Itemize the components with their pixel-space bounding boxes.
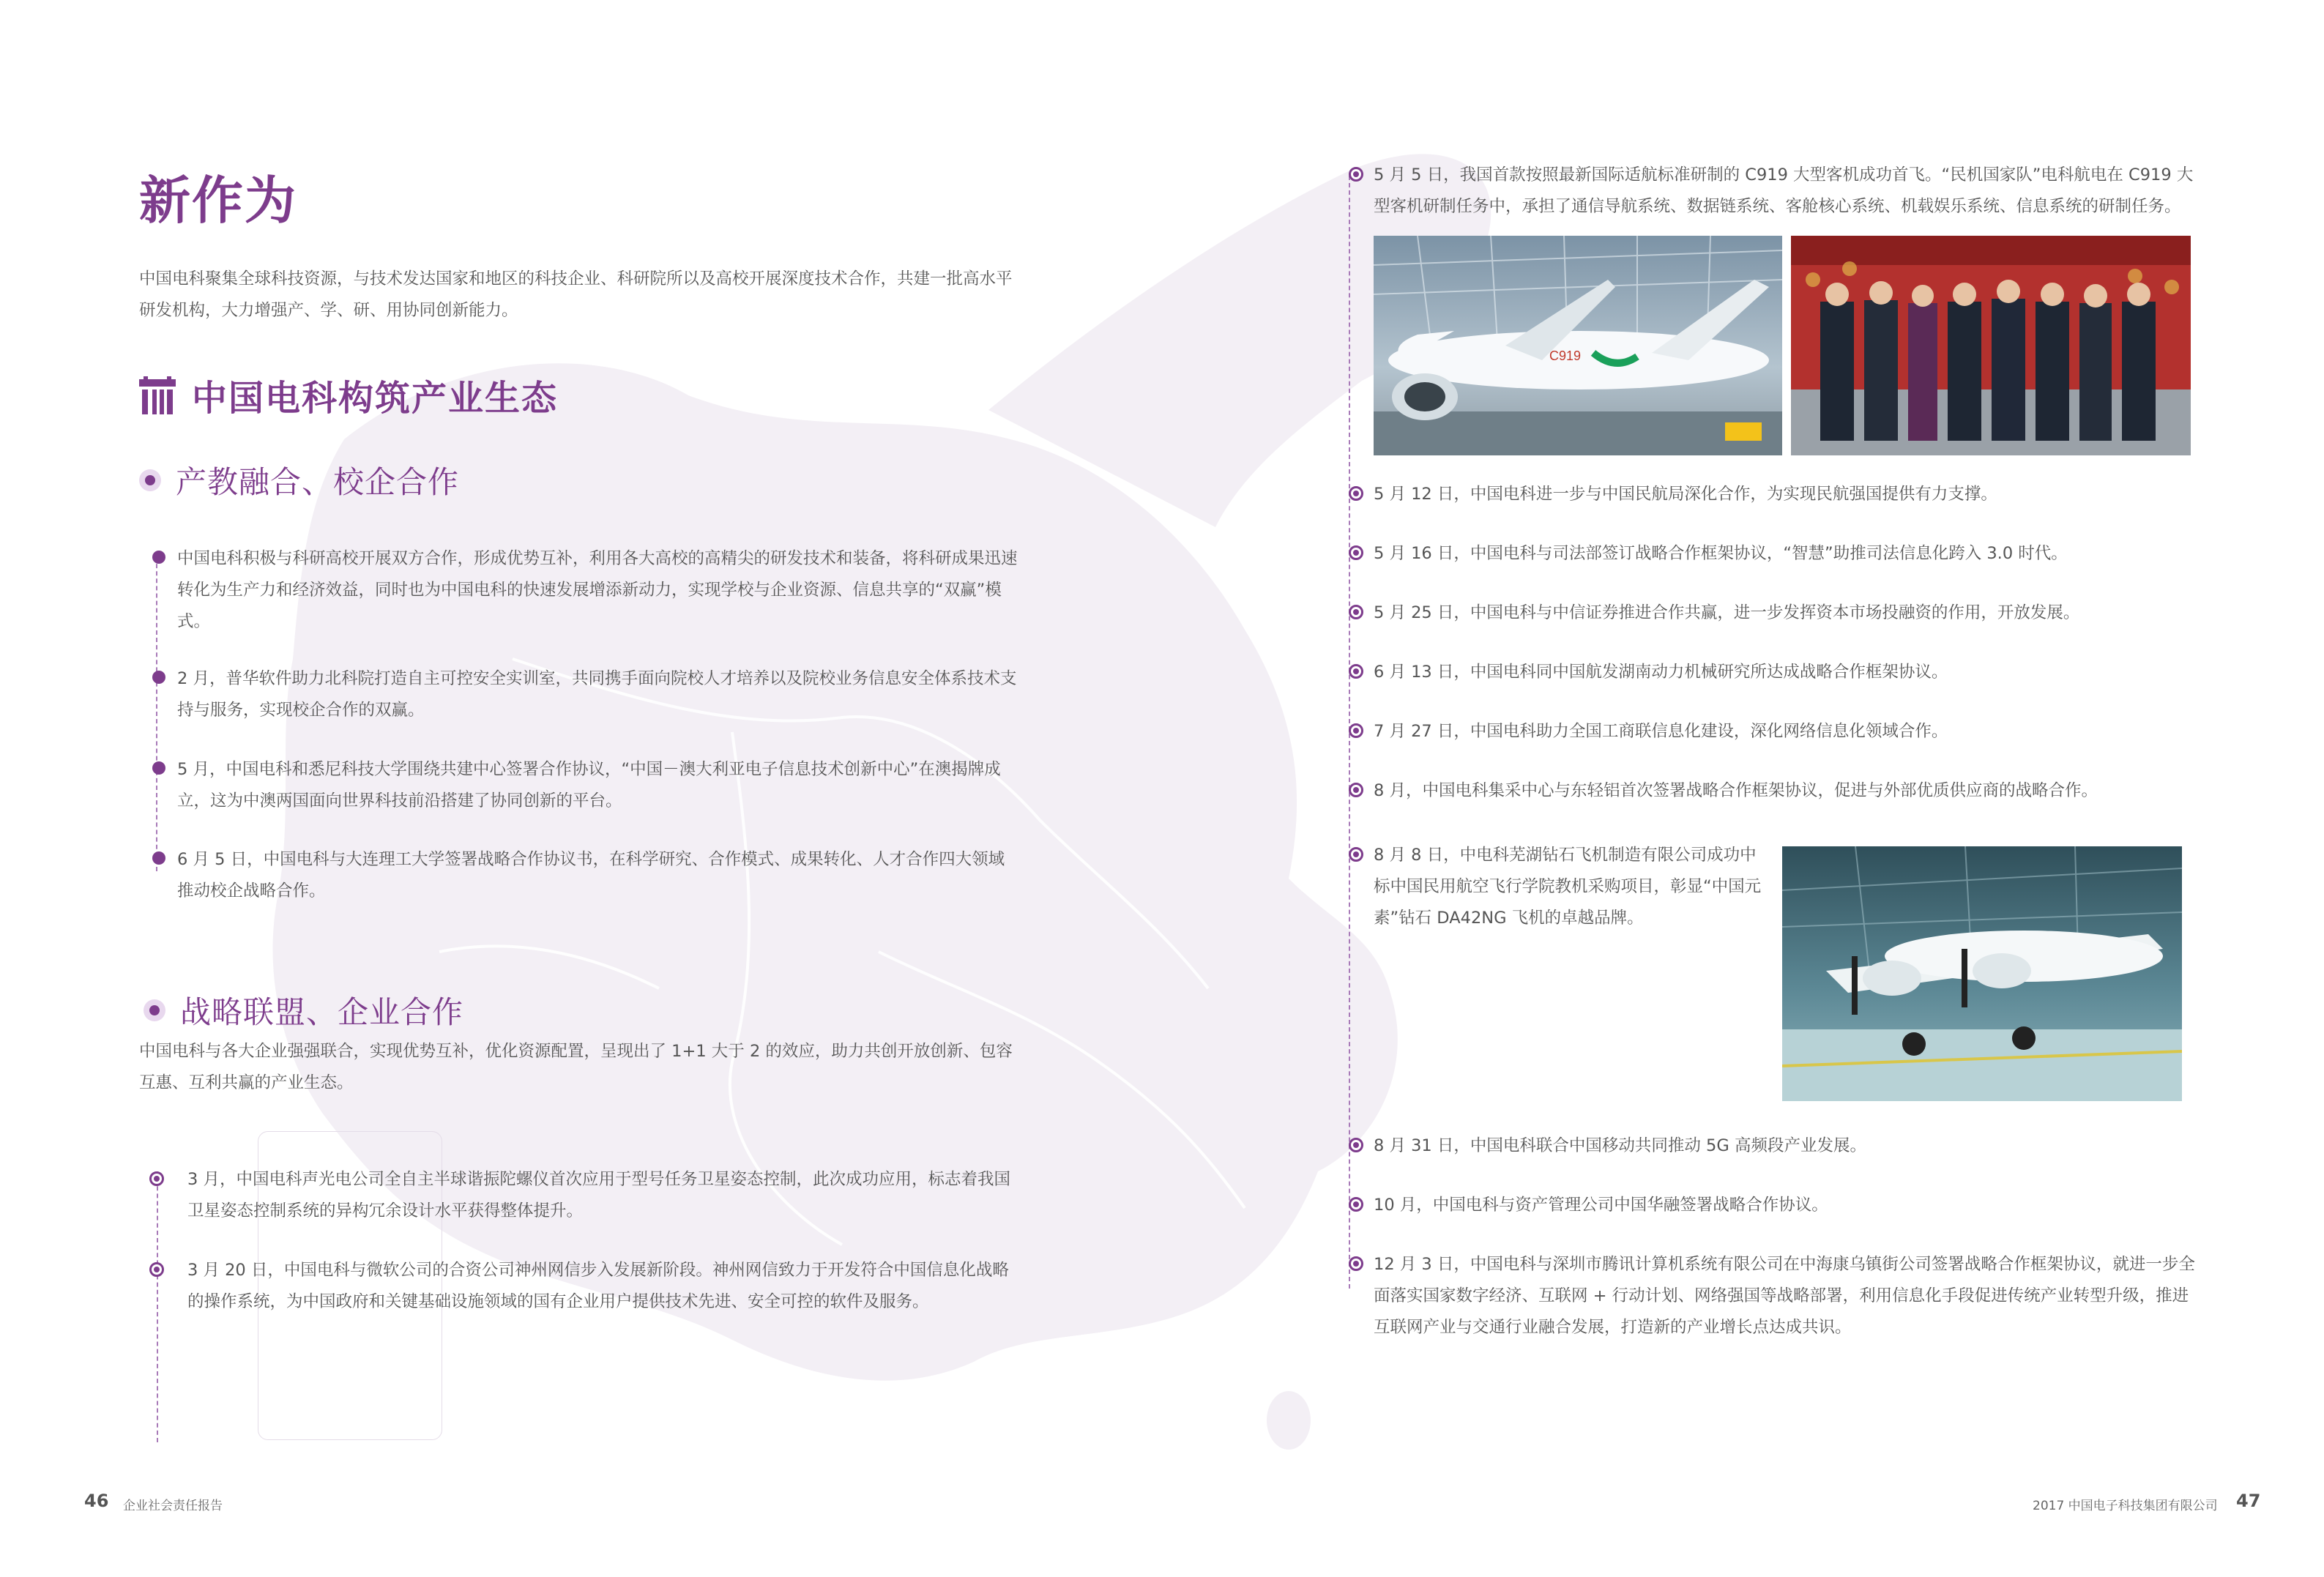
timeline-event: 6 月 13 日，中国电科同中国航发湖南动力机械研究所达成战略合作框架协议。 — [1374, 657, 2201, 688]
timeline-event: 8 月 31 日，中国电科联合中国移动共同推动 5G 高频段产业发展。 — [1374, 1130, 2201, 1162]
timeline-ring-icon — [1349, 167, 1363, 182]
timeline-dot-icon — [152, 761, 165, 775]
section-heading — [139, 370, 558, 420]
footer-left: 企业社会责任报告 — [123, 1499, 223, 1513]
timeline-ring-icon — [1349, 545, 1363, 560]
page-number-right: 47 — [2236, 1491, 2261, 1511]
group-photo — [1791, 236, 2191, 455]
timeline-line-2 — [157, 1171, 158, 1442]
timeline-ring-icon — [1349, 847, 1363, 862]
timeline-ring-icon — [149, 1262, 164, 1277]
timeline-dot-icon — [152, 851, 165, 865]
timeline-event: 5 月 25 日，中国电科与中信证券推进合作共赢，进一步发挥资本市场投融资的作用，开放发展。 — [1374, 597, 2201, 629]
intro-paragraph: 中国电科聚集全球科技资源，与技术发达国家和地区的科技企业、科研院所以及高校开展深度技术合作，共建一批高水平研发机构，大力增强产、学、研、用协同创新能力。 — [139, 269, 1013, 320]
timeline-dot-icon — [152, 671, 165, 684]
timeline-ring-icon — [1349, 1256, 1363, 1271]
timeline-event: 12 月 3 日，中国电科与深圳市腾讯计算机系统有限公司在中海康乌镇街公司签署战略合作框架协议，就进一步全面落实国家数字经济、互联网 + 行动计划、网络强国等战略部署，利用信息化手段促进传统产业转型升级，推进互联网产业与交通行业融合发展，打造新的产业增长点达成共识。 — [1374, 1249, 2201, 1343]
timeline-dot-icon — [152, 551, 165, 564]
timeline-event: 5 月 16 日，中国电科与司法部签订战略合作框架协议，“智慧”助推司法信息化跨入 3.0 时代。 — [1374, 538, 2201, 570]
subsection-title-2: 战略联盟、企业合作 — [180, 994, 464, 1030]
timeline-event: 7 月 27 日，中国电科助力全国工商联信息化建设，深化网络信息化领域合作。 — [1374, 716, 2201, 748]
timeline-ring-icon — [1349, 1138, 1363, 1152]
timeline-event: 10 月，中国电科与资产管理公司中国华融签署战略合作协议。 — [1374, 1190, 2201, 1221]
timeline-ring-icon — [1349, 605, 1363, 619]
c919-aircraft-photo — [1374, 236, 1782, 455]
timeline-event: 8 月，中国电科集采中心与东轻铝首次签署战略合作框架协议，促进与外部优质供应商的战略合作。 — [1374, 775, 2201, 807]
list-item: 3 月，中国电科声光电公司全自主半球谐振陀螺仪首次应用于型号任务卫星姿态控制，此次成功应用，标志着我国卫星姿态控制系统的异构冗余设计水平获得整体提升。 — [187, 1164, 1018, 1227]
timeline-ring-icon — [1349, 1197, 1363, 1212]
bullet-dot-icon — [144, 999, 165, 1021]
bullet-dot-icon — [139, 469, 161, 491]
da42ng-aircraft-photo — [1782, 846, 2182, 1101]
page-title: 新作为 — [139, 171, 297, 231]
timeline-ring-icon — [1349, 664, 1363, 679]
footer-right: 2017 中国电子科技集团有限公司 — [2033, 1499, 2218, 1513]
subsection-heading-1 — [139, 458, 459, 502]
timeline-event: 5 月 5 日，我国首款按照最新国际适航标准研制的 C919 大型客机成功首飞。“民机国家队”电科航电在 C919 大型客机研制任务中，承担了通信导航系统、数据链系统、客舱核心系统、机载娱乐系统、信息系统的研制任务。 — [1374, 160, 2201, 223]
subsection-intro: 中国电科与各大企业强强联合，实现优势互补，优化资源配置，呈现出了 1+1 大于 2 的效应，助力共创开放创新、包容互惠、互利共赢的产业生态。 — [139, 1042, 1013, 1092]
timeline-ring-icon — [1349, 486, 1363, 501]
list-item: 3 月 20 日，中国电科与微软公司的合资公司神州网信步入发展新阶段。神州网信致力于开发符合中国信息化战略的操作系统，为中国政府和关键基础设施领域的国有企业用户提供技术先进、安全可控的软件及服务。 — [187, 1255, 1018, 1318]
list-item: 5 月，中国电科和悉尼科技大学围绕共建中心签署合作协议，“中国－澳大利亚电子信息技术创新中心”在澳揭牌成立，这为中澳两国面向世界科技前沿搭建了协同创新的平台。 — [177, 754, 1018, 817]
timeline-event: 5 月 12 日，中国电科进一步与中国民航局深化合作，为实现民航强国提供有力支撑。 — [1374, 479, 2201, 510]
timeline-event: 8 月 8 日，中电科芜湖钻石飞机制造有限公司成功中标中国民用航空飞行学院教机采购项目，彰显“中国元素”钻石 DA42NG 飞机的卓越品牌。 — [1374, 840, 1762, 934]
list-item: 中国电科积极与科研高校开展双方合作，形成优势互补，利用各大高校的高精尖的研发技术和装备，将科研成果迅速转化为生产力和经济效益，同时也为中国电科的快速发展增添新动力，实现学校与企业资源、信息共享的“双赢”模式。 — [177, 543, 1018, 638]
page-number-left: 46 — [84, 1491, 109, 1511]
timeline-ring-icon — [1349, 723, 1363, 738]
building-icon — [139, 376, 176, 414]
subsection-title-1: 产教融合、校企合作 — [176, 464, 460, 500]
timeline-ring-icon — [149, 1171, 164, 1186]
timeline-ring-icon — [1349, 783, 1363, 797]
subsection-heading-2 — [144, 988, 463, 1032]
list-item: 2 月，普华软件助力北科院打造自主可控安全实训室，共同携手面向院校人才培养以及院校业务信息安全体系技术支持与服务，实现校企合作的双赢。 — [177, 663, 1018, 726]
svg-text:C919: C919 — [1549, 348, 1582, 363]
section-title: 中国电科构筑产业生态 — [192, 378, 559, 419]
list-item: 6 月 5 日，中国电科与大连理工大学签署战略合作协议书，在科学研究、合作模式、成果转化、人才合作四大领域推动校企战略合作。 — [177, 844, 1018, 907]
timeline-line-1 — [156, 556, 157, 871]
